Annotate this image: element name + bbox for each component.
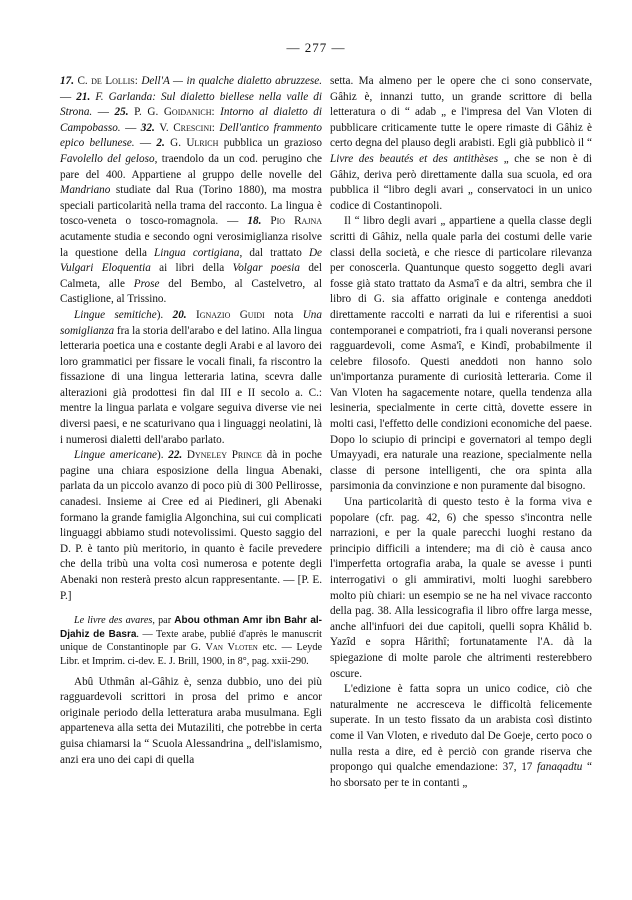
left-column [60,74,322,768]
semitic-languages-paragraph: Lingue semitiche). 20. Ignazio Guidi nota Una somiglianza fra la storia dell'arabo e del latino. Alla lingua letteraria poetica una e costante degli Arabi e al lavoro dei loro grammatici per fissare le vocali finali, fa riscontro la fissazione di una lingua letteraria latina, scevra dalle alterazioni già prodottesi fin dal III e II secolo a. C.: mentre la lingua parlata e volgare seguiva diverse vie nei diversi paesi, e ne scaturivano qua i linguaggi neolatini, là i numerosi dialetti dell'arabo parlato. [60,308,322,446]
review-body-paragraph: Abû Uthmân al-Gâhiz è, senza dubbio, uno dei più ragguardevoli scrittori in prosa del primo e ancor originale periodo della letteratura araba musulmana. Egli apparteneva alla setta dei Mutaziliti, che potrebbe in certa guisa chiamarsi la “ Scuola Alessandrina „ dell'islamismo, anzi era uno dei capi di quella [60,675,322,766]
avari-paragraph: Il “ libro degli avari „ appartiene a quella classe degli scritti di Gâhiz, nella quale parla dei costumi delle varie classi della società, e che riesce di particolare rilevanza per conoscerla. Quantunque questo soggetto degli avari fosse già stato trattato da Asma'î e da altri, sembra che il libro di G. sia affatto originale e contenga aneddoti direttamente raccolti e narrati da lui e riferentisi a suoi contemporanei e compatrioti, fra i quali noveransi persone ragguardevoli, come Asma'î, e Kindî, probabilmente il celebre filosofo. Questi aneddoti non hanno solo un'importanza puramente di curiosità letteraria. Come il Van Vloten ha sagacemente notare, quella tendenza alla lesineria, specialmente in certe città, dovette essere in molti casi, l'effetto delle condizioni economiche del paese. Dopo lo sciupio di principi e governatori al tempo degli Umayyadi, era naturale una reazione, specialmente nella classe di persone intelligenti, che ora spinta alla parsimonia da convinzione e non puramente dal bisogno. [330,215,592,493]
right-column [330,74,592,791]
review-entries-paragraph: 17. C. de Lollis: Dell'A — in qualche dialetto abruzzese. — 21. F. Garlanda: Sul dialetto biellese nella valle di Strona. — 25. P. G. Goidanich: Intorno al dialetto di Campobasso. — 32. V. Crescini: Dell'antico frammento epico bellunese. — 2. G. Ulrich pubblica un grazioso Favolello del geloso, traendolo da un cod. perugino che pare del 400. Appartiene al gruppo delle novelle del Mandriano studiate dal Rua (Torino 1880), ma mostra speciali particolarità nella trama del racconto. La lingua è tosco-veneta o tosco-romagnola. — 18. Pio Rajna acutamente studia e secondo ogni verosimiglianza risolve la questione della Lingua cortigiana, dal trattato De Vulgari Eloquentia ai libri della Volgar poesia del Calmeta, alle Prose del Bembo, al Castelvetro, al Castiglione, al Trissino. [60,75,323,306]
review-continuation-paragraph: setta. Ma almeno per le opere che ci sono conservate, Gâhiz è, innanzi tutto, un grande scrittore di bella letteratura o di “ adab „ e l'impresa del Van Vloten di pubblicare criticamente tutte le opere rimaste di Gâhiz è certo degna del plauso degli arabisti. Egli già pubblicò il “ Livre des beautés et des antithèses „ che se non è di Gâhiz, deriva però direttamente dalla sua scuola, ed ora pubblica il “libro degli avari „ conservatoci in un unico codice di Costantinopoli. [330,75,592,212]
bibliographic-entry: Le livre des avares, par Abou othman Amr ibn Bahr al- Djahiz de Basra. — Texte arabe, publié d'après le manuscrit unique de Constantinople par G. Van Vloten etc. — Leyde Libr. et Imprim. ci-dev. E. J. Brill, 1900, in 8°, pag. xxii-290. [60,615,323,667]
reviewer-signature: — [P. E. P.] [60,574,322,602]
american-languages-paragraph: Lingue americane). 22. Dyneley Prince dà in poche pagine una chiara esposizione della lingua Abenaki, parlata da un piccolo avanzo di poco più di 300 Pellirosse, canadesi. Insieme ai Cree ed ai Piedineri, gli Abenaki formano la grande famiglia Algonchina, sui cui complicati linguaggi abbiamo studi notevolissimi. Questo saggio del D. P. è tanto più meritorio, in quanto è facile prevedere che della tribù una volta così numerosa e potente degli Abenaki non resterà presto alcun rappresentante. — [P. E. P.] [60,449,322,602]
page-number: — 277 — [286,40,346,55]
particularity-paragraph: Una particolarità di questo testo è la forma viva e popolare (cfr. pag. 42, 6) che spesso s'incontra nelle narrazioni, e per la quale parecchi luoghi restano da principio difficili a intendere; ma di ciò è causa anco l'imperfetta ortografia araba, la quale se avesse i punti interrogativi o gli ammirativi, molti luoghi sarebbero molto più chiari: un esempio se ne ha nel vivace racconto della pag. 38. Alla lessicografia il libro offre larga messe, anche all'infuori dei due capitoli, quelli sopra Khâlid b. Yazîd e sopra Hârithî; fortunatamente l'A. dà la spiegazione di molte parole che altrimenti resterebbero oscure. [330,496,592,680]
edition-paragraph: L'edizione è fatta sopra un unico codice, ciò che naturalmente ne accresceva le difficoltà felicemente superate. In un testo fissato da un arabista così distinto come il Van Vloten, e riveduto dal De Goeje, certo poco o nulla resta a dire, ed è perciò con grande riserva che propongo qui qualche emendazione: 37, 17 fanaqadtu “ ho sborsato per te in contanti „ [330,683,592,789]
